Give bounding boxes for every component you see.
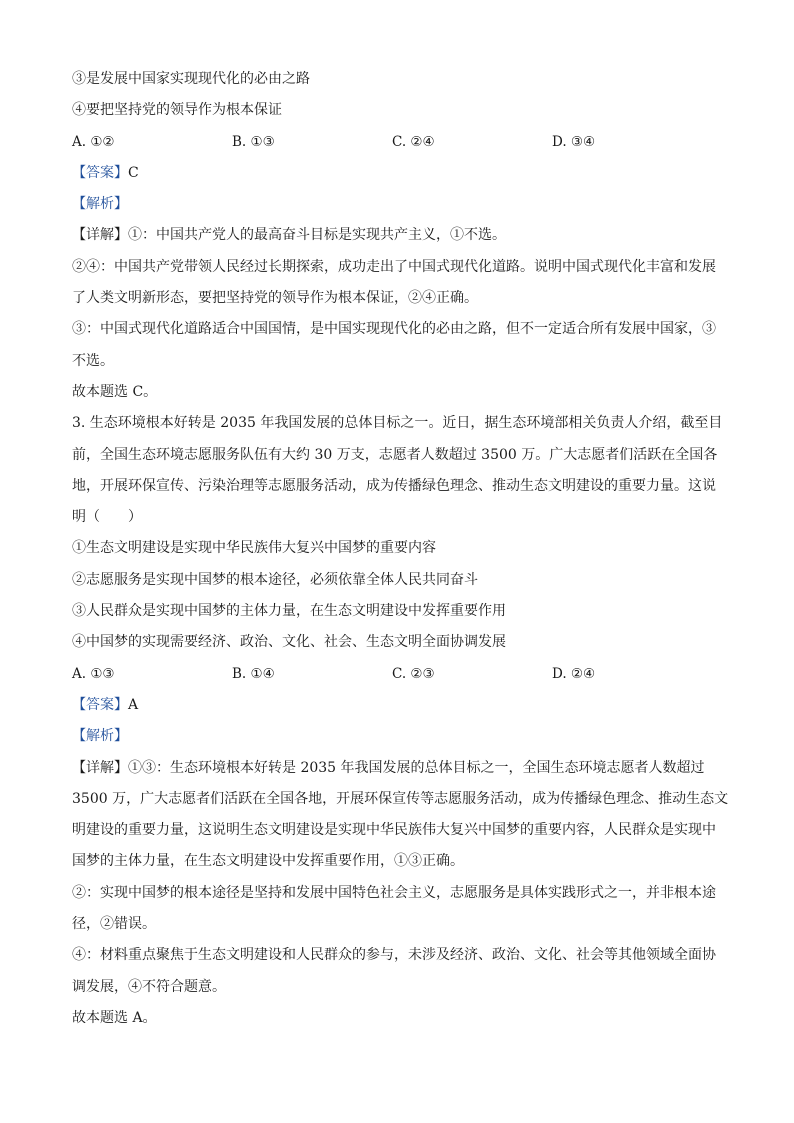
analysis-tag: 【解析】: [72, 196, 128, 213]
choice-a: A. ①③: [72, 665, 115, 682]
detail-line: ②④：中国共产党带领人民经过长期探索，成功走出了中国式现代化道路。说明中国式现代化丰富和发展: [72, 258, 716, 275]
document-page: [72, 64, 732, 1034]
choice-b: B. ①④: [232, 665, 275, 682]
option-item-3: ③是发展中国家实现现代化的必由之路: [72, 71, 310, 87]
question-stem-line: 3. 生态环境根本好转是 2035 年我国发展的总体目标之一。近日，据生态环境部相关负责人介绍，截至目: [72, 415, 723, 432]
detail-text: ①③：生态环境根本好转是 2035 年我国发展的总体目标之一，全国生态环境志愿者人数超过: [128, 759, 705, 776]
conclusion-line: 故本题选 C。: [72, 383, 158, 400]
detail-line: ②：实现中国梦的根本途径是坚持和发展中国特色社会主义，志愿服务是具体实践形式之一，并非根本途: [72, 884, 716, 901]
choice-d: D. ③④: [552, 133, 596, 150]
answer-tag: 【答案】: [72, 164, 128, 181]
option-item-2: ②志愿服务是实现中国梦的根本途径，必须依靠全体人民共同奋斗: [72, 571, 478, 588]
choice-c: C. ②③: [392, 665, 435, 682]
option-item-1: ①生态文明建设是实现中华民族伟大复兴中国梦的重要内容: [72, 540, 436, 557]
detail-line: 不选。: [72, 352, 114, 369]
detail-line: 明建设的重要力量，这说明生态文明建设是实现中华民族伟大复兴中国梦的重要内容，人民群众是实现中: [72, 822, 716, 839]
detail-tag: 【详解】: [72, 227, 128, 244]
detail-text: ①：中国共产党人的最高奋斗目标是实现共产主义，①不选。: [128, 227, 506, 244]
choice-d: D. ②④: [552, 665, 596, 682]
detail-line: [72, 220, 732, 251]
analysis-tag: 【解析】: [72, 728, 128, 745]
choice-a: A. ①②: [72, 133, 115, 150]
question-stem-line: 地，开展环保宣传、污染治理等志愿服务活动，成为传播绿色理念、推动生态文明建设的重要力量。这说: [72, 477, 716, 494]
analysis-line: [72, 721, 732, 752]
option-item-3: ③人民群众是实现中国梦的主体力量，在生态文明建设中发挥重要作用: [72, 603, 506, 620]
choice-row: [72, 659, 732, 690]
detail-line: ④：材料重点聚焦于生态文明建设和人民群众的参与，未涉及经济、政治、文化、社会等其他领域全面协: [72, 947, 716, 964]
choice-row: [72, 127, 732, 158]
choice-c: C. ②④: [392, 133, 435, 150]
answer-value: A: [128, 696, 139, 713]
analysis-line: [72, 189, 732, 220]
detail-line: 3500 万，广大志愿者们活跃在全国各地，开展环保宣传等志愿服务活动，成为传播绿色理念、推动生态文: [72, 790, 729, 807]
question-stem-line: 前，全国生态环境志愿服务队伍有大约 30 万支，志愿者人数超过 3500 万。广大志愿者们活跃在全国各: [72, 446, 718, 463]
choice-b: B. ①③: [232, 133, 275, 150]
answer-value: C: [128, 164, 139, 181]
answer-line: [72, 158, 732, 189]
answer-tag: 【答案】: [72, 696, 128, 713]
question-stem-line: 明（ ）: [72, 509, 142, 526]
detail-tag: 【详解】: [72, 759, 128, 776]
detail-line: 径，②错误。: [72, 916, 156, 933]
detail-line: 调发展，④不符合题意。: [72, 978, 226, 995]
detail-line: ③：中国式现代化道路适合中国国情，是中国实现现代化的必由之路，但不一定适合所有发展中国家，③: [72, 321, 716, 338]
option-item-4: ④中国梦的实现需要经济、政治、文化、社会、生态文明全面协调发展: [72, 634, 506, 651]
answer-line: [72, 690, 732, 721]
detail-line: 了人类文明新形态，要把坚持党的领导作为根本保证，②④正确。: [72, 290, 478, 307]
detail-line: 国梦的主体力量，在生态文明建设中发挥重要作用，①③正确。: [72, 853, 464, 870]
detail-line: [72, 753, 732, 784]
option-item-4: ④要把坚持党的领导作为根本保证: [72, 102, 282, 119]
conclusion-line: 故本题选 A。: [72, 1009, 157, 1026]
